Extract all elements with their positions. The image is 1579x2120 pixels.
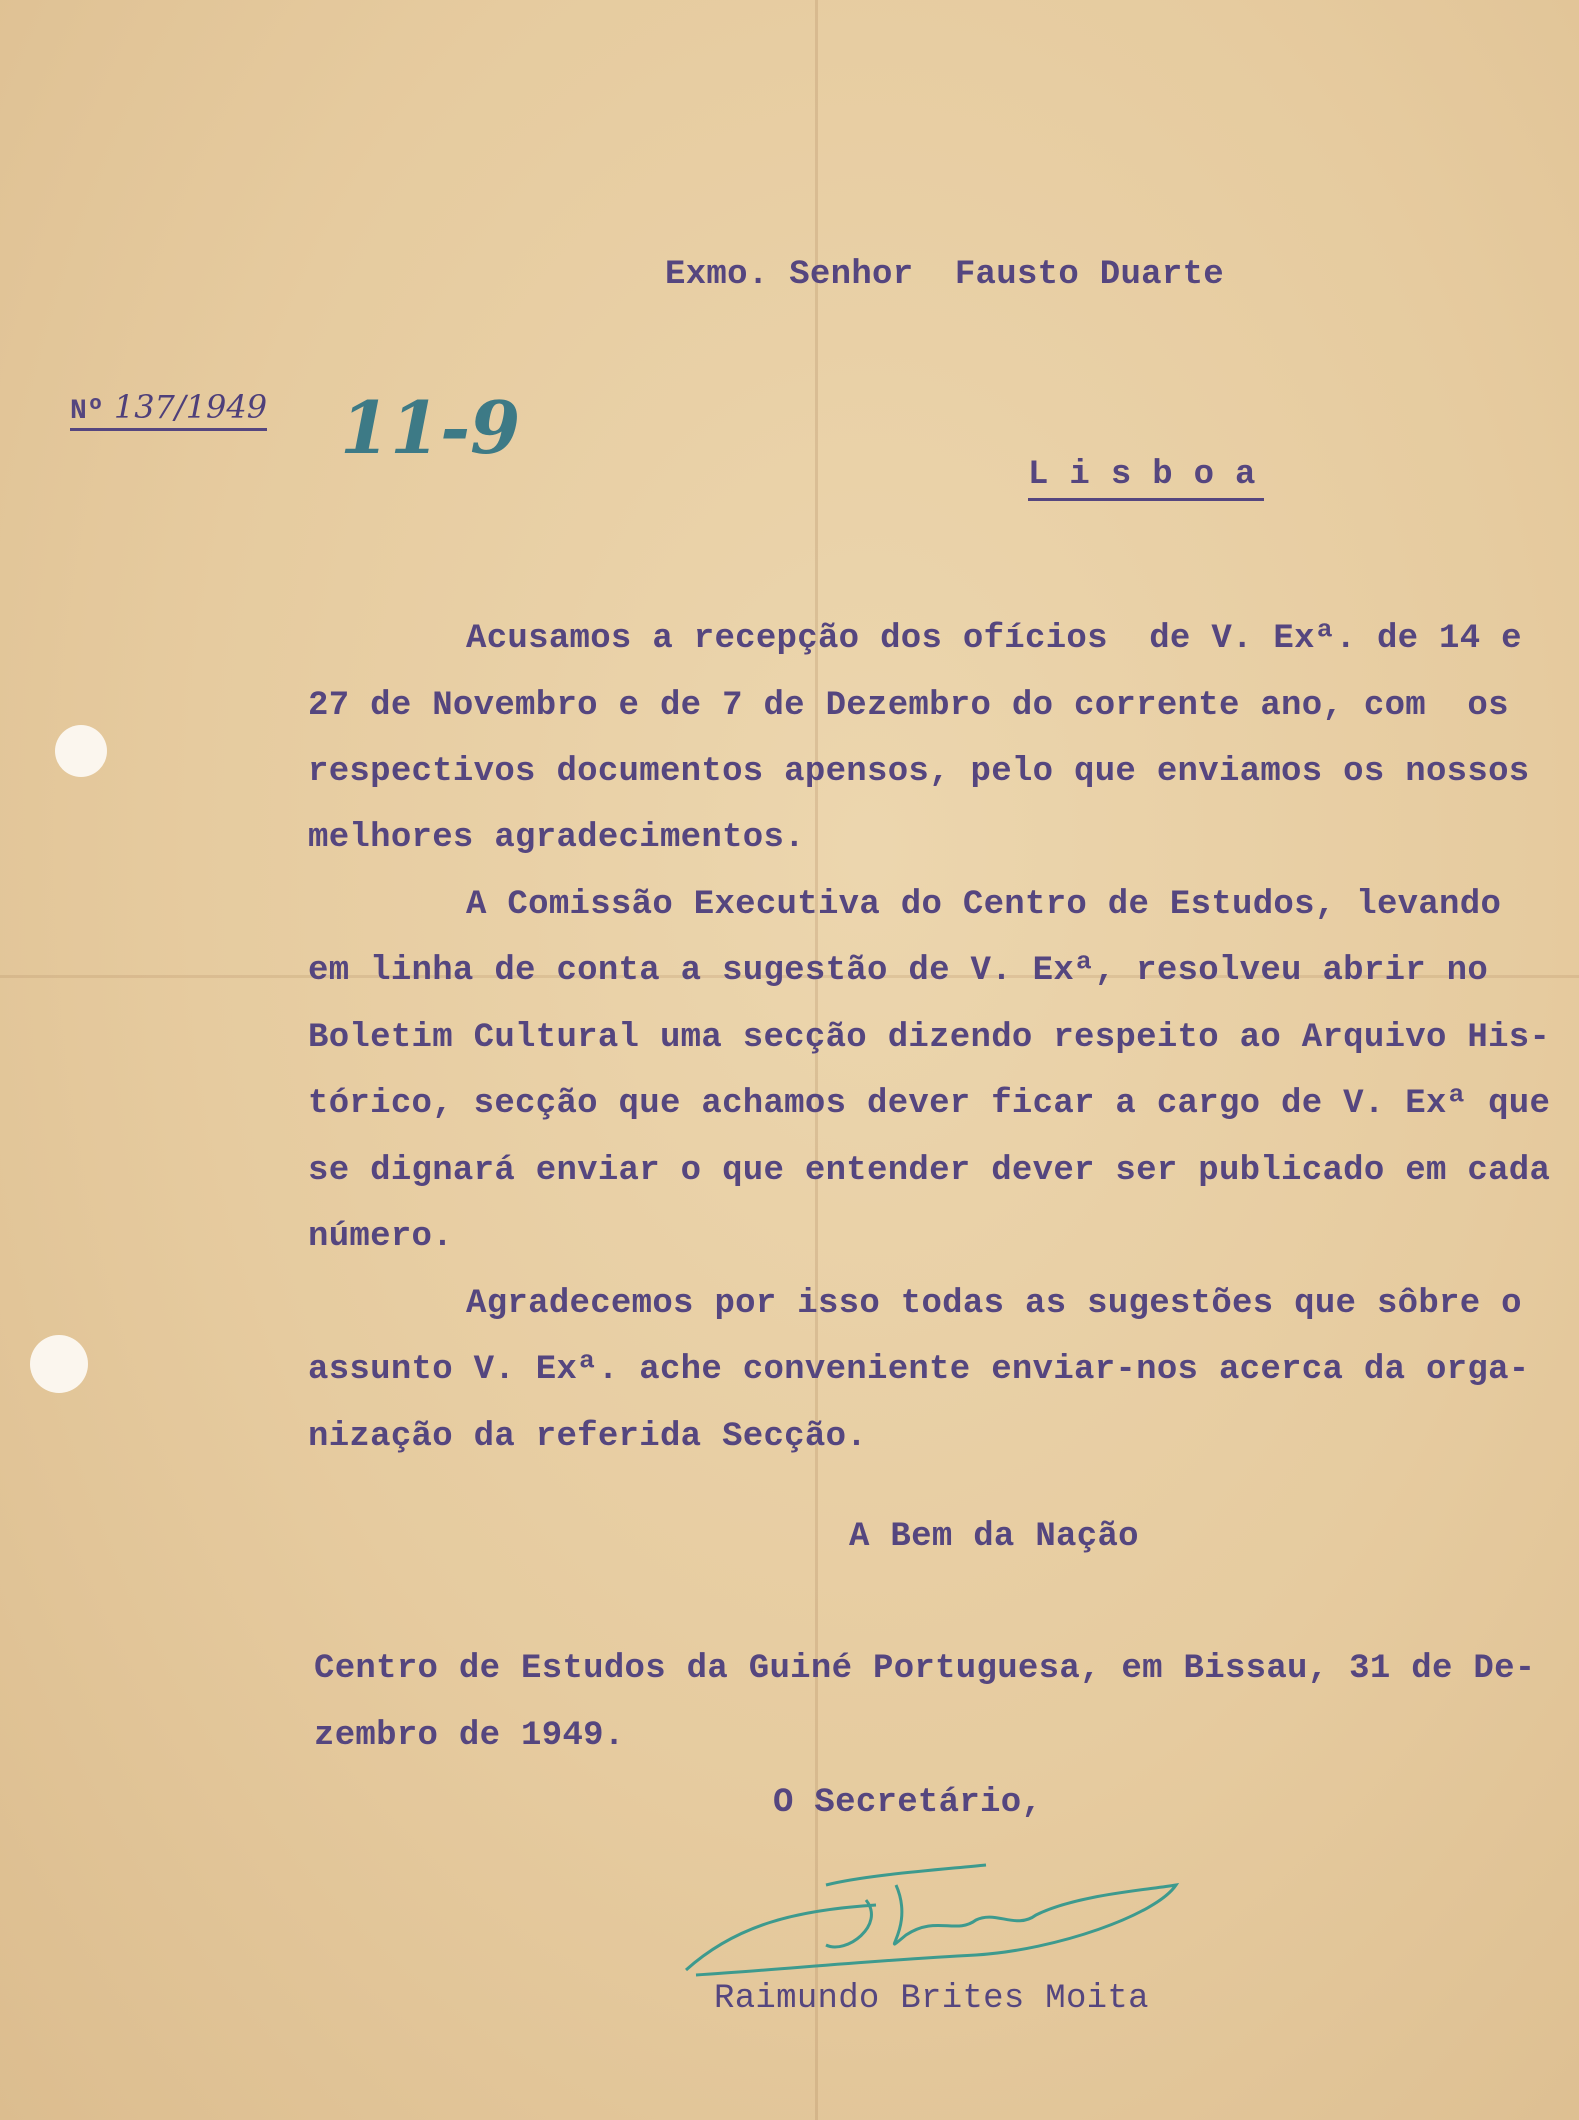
signatory-name: Raimundo Brites Moita [714, 1980, 1149, 2018]
reference-label: Nº [70, 396, 105, 427]
body-line: melhores agradecimentos. [308, 819, 805, 857]
signatory-role: O Secretário, [773, 1784, 1043, 1822]
place-date-line: Centro de Estudos da Guiné Portuguesa, em Bissau, 31 de De- [314, 1650, 1536, 1688]
body-line: 27 de Novembro e de 7 de Dezembro do corrente ano, com os [308, 687, 1509, 725]
body-line: respectivos documentos apensos, pelo que enviamos os nossos [308, 753, 1530, 791]
addressee: Exmo. Senhor Fausto Duarte [665, 256, 1224, 294]
salutation: A Bem da Nação [849, 1518, 1139, 1556]
body-line: tórico, secção que achamos dever ficar a cargo de V. Exª que [308, 1085, 1551, 1123]
city: L i s b o a [1028, 458, 1264, 501]
punch-hole [55, 725, 107, 777]
handwritten-signature [676, 1845, 1196, 1985]
body-line: número. [308, 1218, 453, 1256]
body-line: Agradecemos por isso todas as sugestões que sôbre o [466, 1285, 1522, 1323]
handwritten-note: 11-9 [340, 385, 521, 470]
place-date-line: zembro de 1949. [314, 1717, 625, 1755]
body-line: assunto V. Exª. ache conveniente enviar-nos acerca da orga- [308, 1351, 1530, 1389]
reference-number [70, 388, 267, 431]
body-line: nização da referida Secção. [308, 1418, 867, 1456]
reference-value: 137/1949 [113, 388, 268, 426]
body-line: Boletim Cultural uma secção dizendo respeito ao Arquivo His- [308, 1019, 1551, 1057]
body-line: Acusamos a recepção dos ofícios de V. Exª. de 14 e [466, 620, 1522, 658]
body-line: se dignará enviar o que entender dever ser publicado em cada [308, 1152, 1551, 1190]
body-line: A Comissão Executiva do Centro de Estudos, levando [466, 886, 1502, 924]
body-line: em linha de conta a sugestão de V. Exª, resolveu abrir no [308, 952, 1489, 990]
punch-hole [30, 1335, 88, 1393]
